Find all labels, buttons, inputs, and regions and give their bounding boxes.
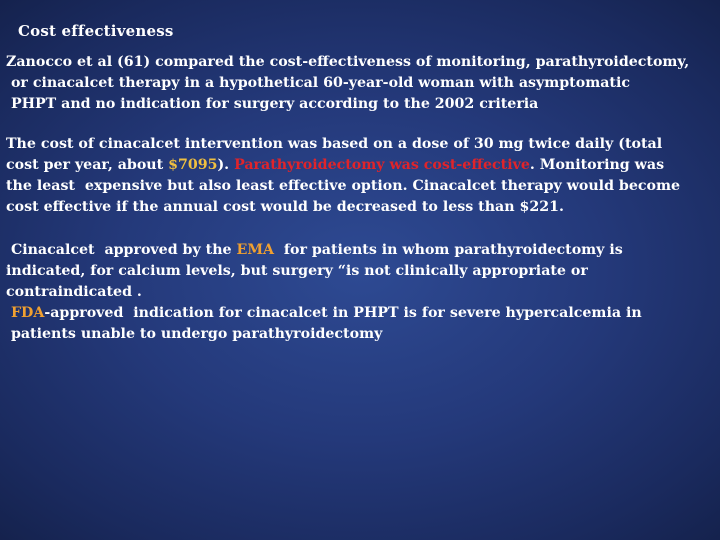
paragraph-approvals <box>6 240 711 345</box>
paragraph-line: patients unable to undergo parathyroidectomy <box>6 326 383 342</box>
paragraph-line: the least expensive but also least effective option. Cinacalcet therapy would become <box>6 178 681 194</box>
cost-effective-highlight: Parathyroidectomy was cost-effective <box>234 157 530 173</box>
ema-highlight: EMA <box>236 242 275 258</box>
text-segment: ). <box>217 157 235 173</box>
text-segment: Cinacalcet approved by the <box>6 242 237 258</box>
text-segment: -approved indication for cinacalcet in PHPT is for severe hypercalcemia in <box>44 305 642 321</box>
paragraph-line: contraindicated . <box>6 284 142 300</box>
paragraph-line <box>6 240 711 261</box>
paragraph-line: cost effective if the annual cost would be decreased to less than $221. <box>6 199 564 215</box>
paragraph-line: Zanocco et al (61) compared the cost-effectiveness of monitoring, parathyroidectomy, <box>6 54 690 70</box>
text-segment: . Monitoring was <box>529 157 665 173</box>
text-segment: for patients in whom parathyroidectomy is <box>274 242 623 258</box>
fda-highlight: FDA <box>6 305 45 321</box>
slide-title: Cost effectiveness <box>18 22 174 40</box>
price-highlight: $7095 <box>168 157 218 173</box>
paragraph-cost-analysis <box>6 134 711 218</box>
paragraph-line: PHPT and no indication for surgery according to the 2002 criteria <box>6 96 539 112</box>
paragraph-line: indicated, for calcium levels, but surgery “is not clinically appropriate or <box>6 263 588 279</box>
paragraph-line <box>6 155 711 176</box>
paragraph-line: The cost of cinacalcet intervention was based on a dose of 30 mg twice daily (total <box>6 136 663 152</box>
paragraph-line <box>6 303 711 324</box>
paragraph-zanocco-study <box>6 52 711 115</box>
paragraph-line: or cinacalcet therapy in a hypothetical 60-year-old woman with asymptomatic <box>6 75 630 91</box>
text-segment: cost per year, about <box>6 157 169 173</box>
